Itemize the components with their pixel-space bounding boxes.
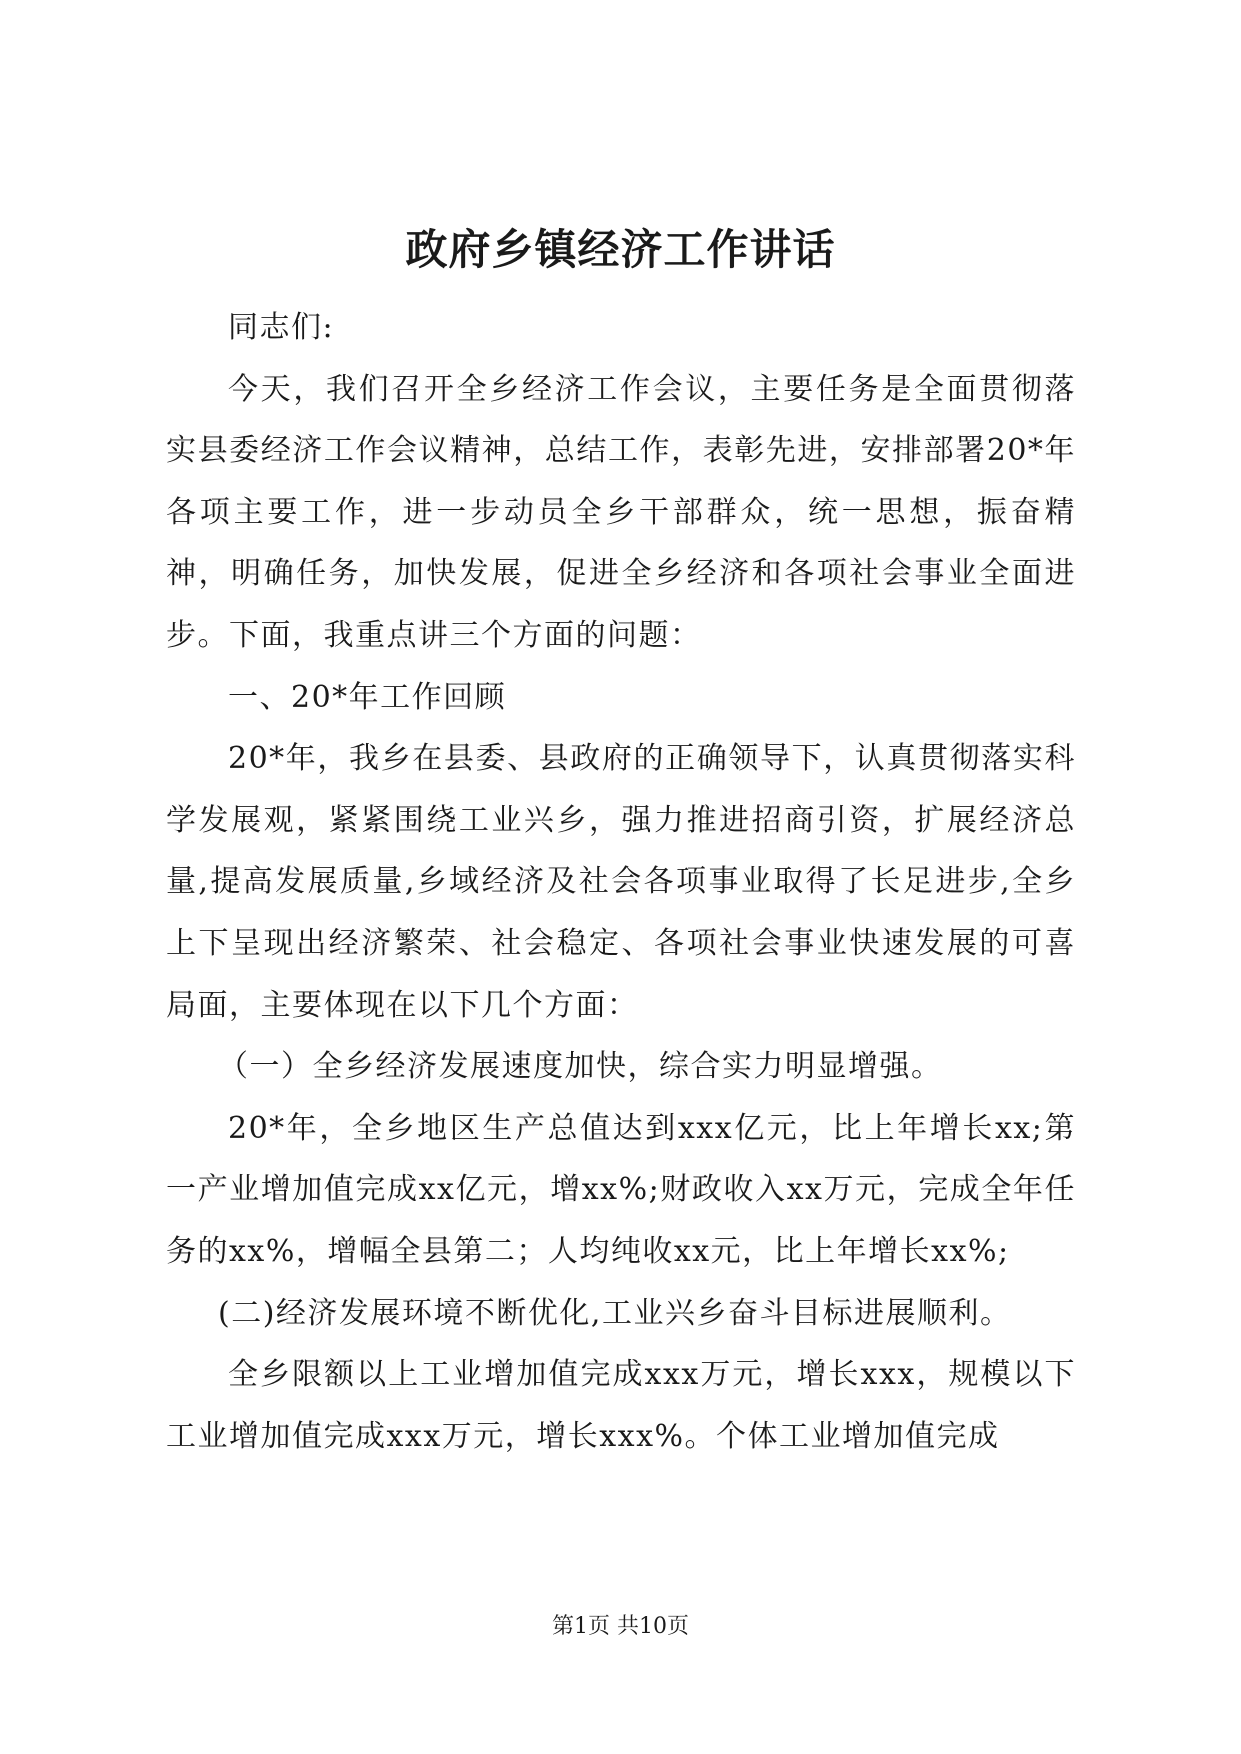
paragraph-review: 20*年，我乡在县委、县政府的正确领导下，认真贯彻落实科学发展观，紧紧围绕工业兴乡，强力推进招商引资，扩展经济总量,提高发展质量,乡域经济及社会各项事业取得了长足进步,全乡上下呈现出经济繁荣、社会稳定、各项社会事业快速发展的可喜局面，主要体现在以下几个方面：	[166, 741, 1076, 1023]
subheading-environment: (二)经济发展环境不断优化,工业兴乡奋斗目标进展顺利。	[218, 1295, 1012, 1331]
paragraph-intro: 今天，我们召开全乡经济工作会议，主要任务是全面贯彻落实县委经济工作会议精神，总结工作，表彰先进，安排部署20*年各项主要工作，进一步动员全乡干部群众，统一思想，振奋精神，明确任务，加快发展，促进全乡经济和各项社会事业全面进步。下面，我重点讲三个方面的问题：	[166, 371, 1076, 653]
paragraph-economy-stats: 20*年，全乡地区生产总值达到xxx亿元，比上年增长xx;第一产业增加值完成xx亿元，增xx%;财政收入xx万元，完成全年任务的xx%，增幅全县第二；人均纯收xx元，比上年增长xx%;	[166, 1110, 1076, 1269]
paragraph-industry-stats: 全乡限额以上工业增加值完成xxx万元，增长xxx，规模以下工业增加值完成xxx万元，增长xxx%。个体工业增加值完成	[166, 1357, 1076, 1454]
greeting: 同志们:	[228, 310, 335, 345]
document-body	[166, 297, 1076, 1467]
section-heading-review: 一、20*年工作回顾	[228, 679, 507, 715]
subheading-economy-growth: （一）全乡经济发展速度加快，综合实力明显增强。	[218, 1049, 943, 1085]
page-indicator: 第1页 共10页	[552, 1614, 689, 1639]
document-title: 政府乡镇经济工作讲话	[405, 225, 836, 274]
